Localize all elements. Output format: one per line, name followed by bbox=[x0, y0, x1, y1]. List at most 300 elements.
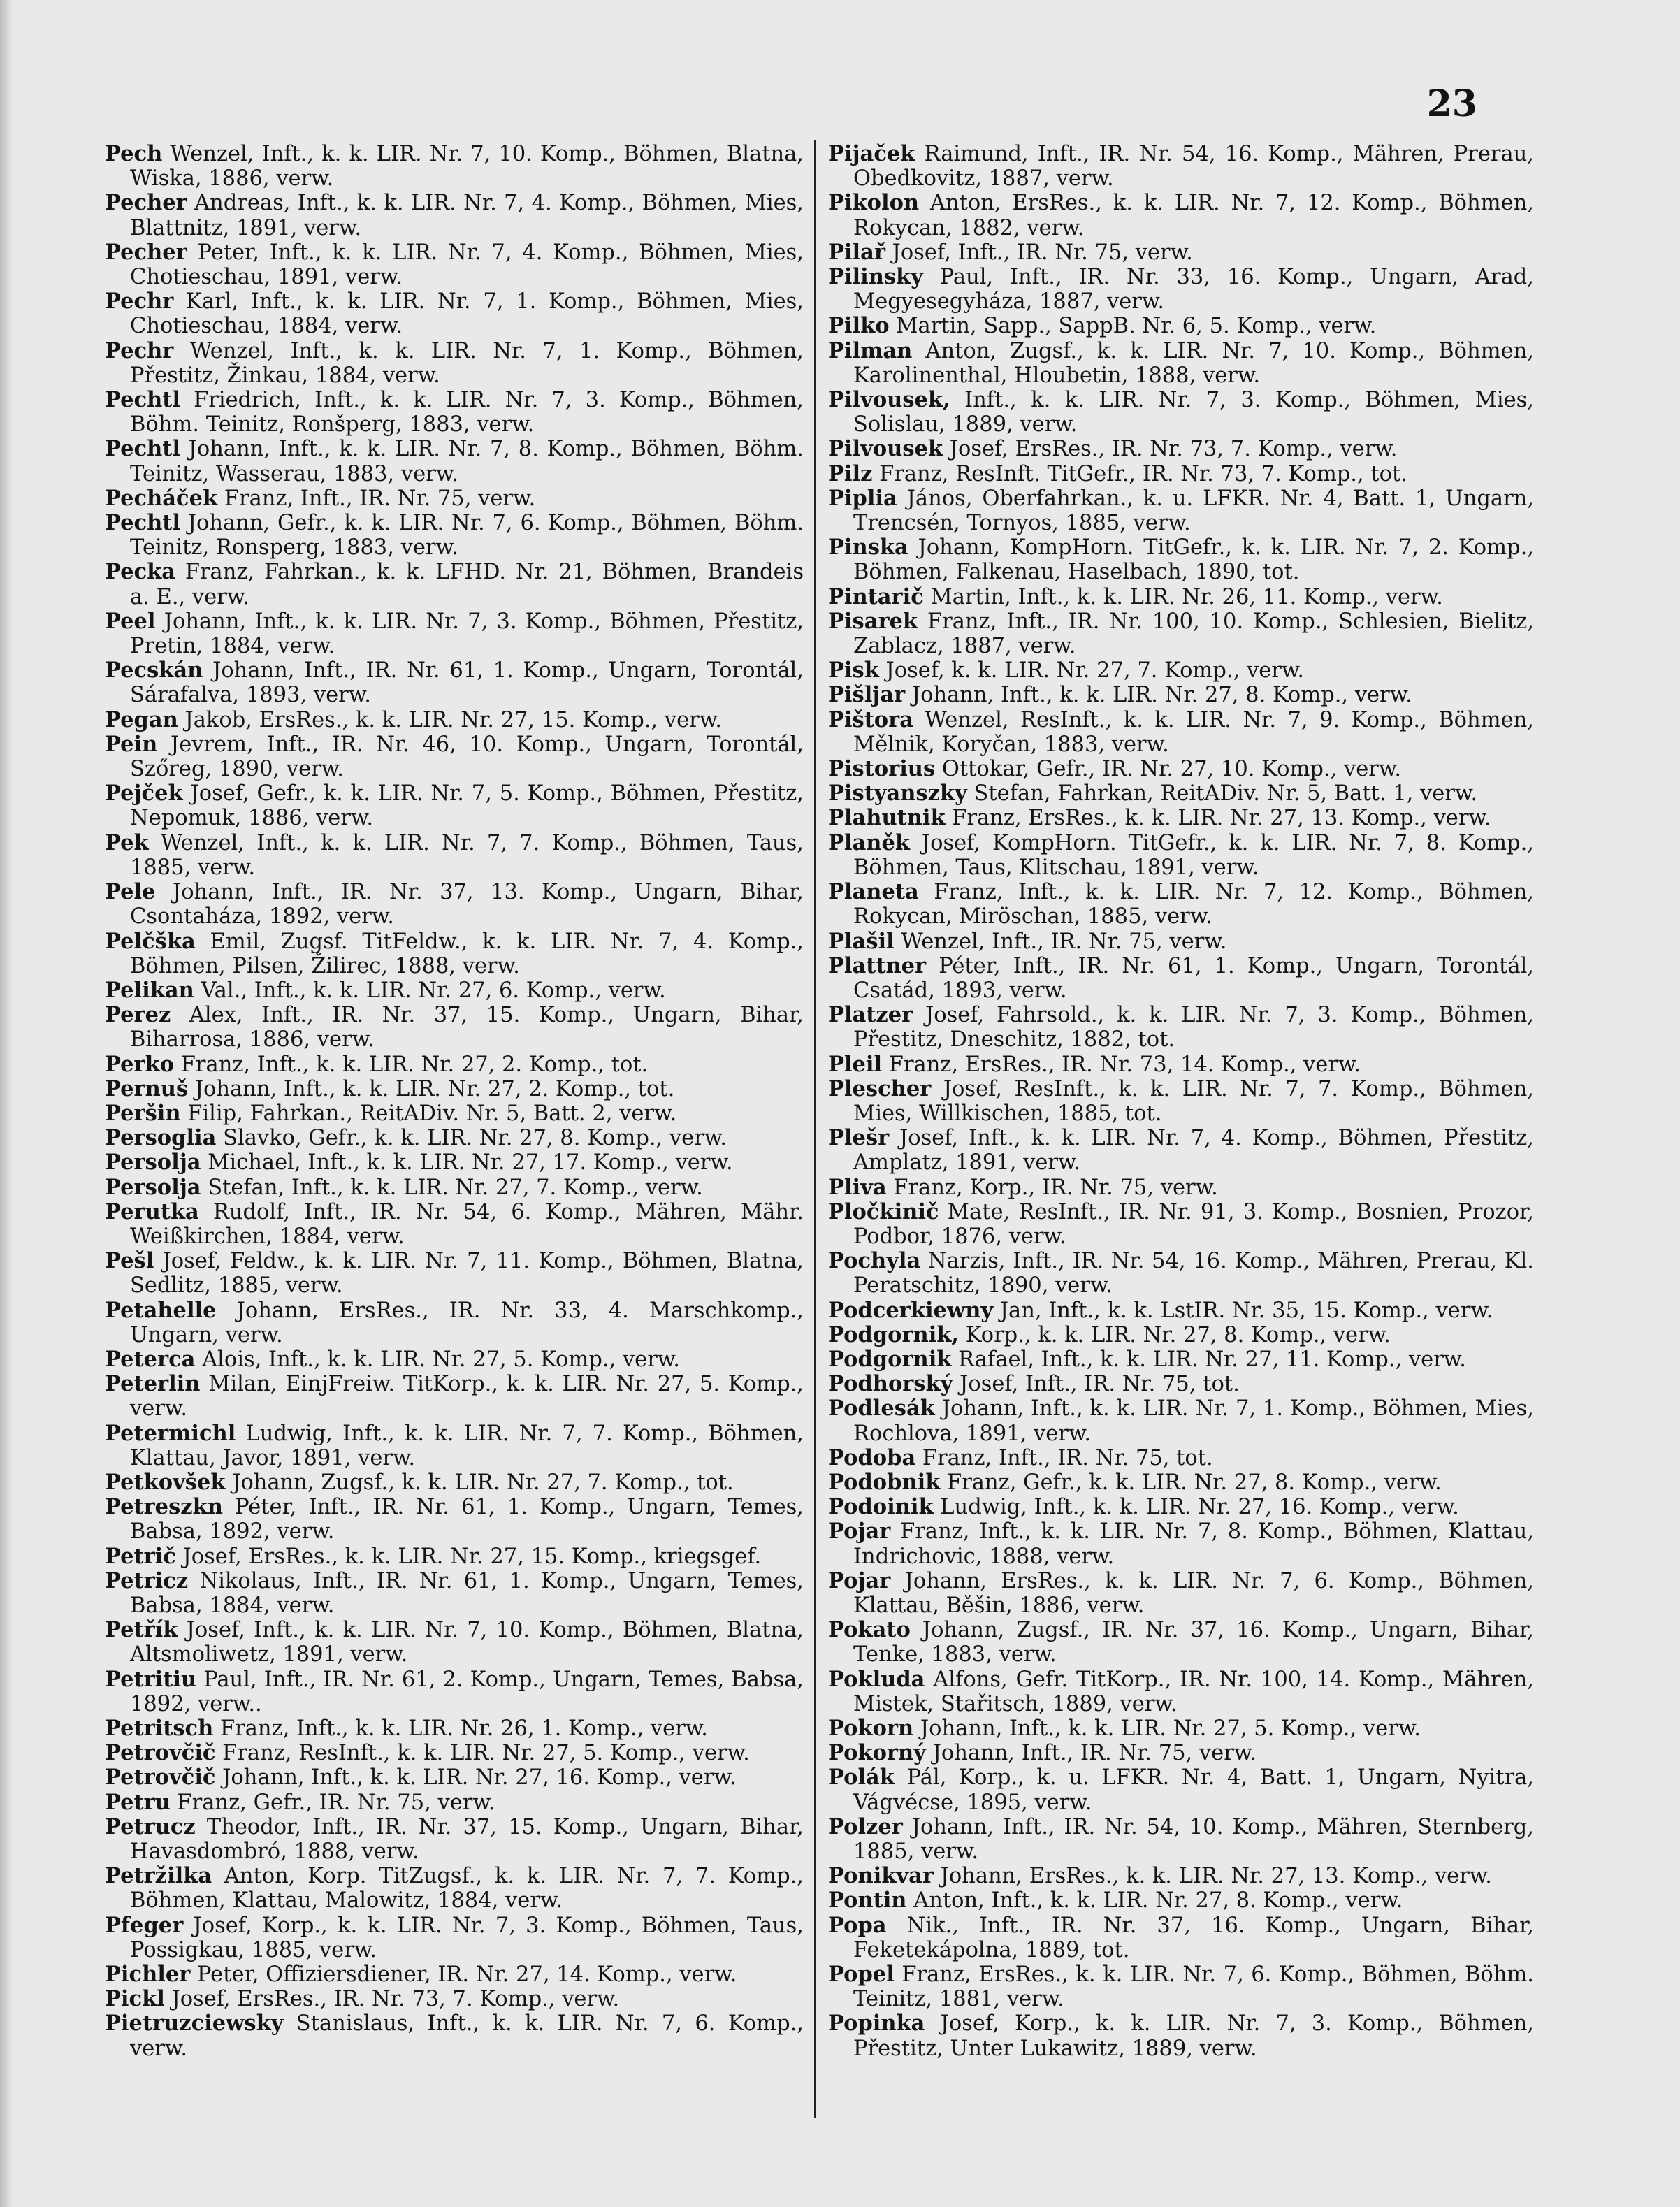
register-entry bbox=[828, 683, 1534, 707]
entry-surname: Plašil bbox=[828, 928, 895, 954]
register-entry bbox=[828, 1126, 1534, 1175]
entry-surname: Pokluda bbox=[828, 1666, 925, 1692]
register-entry bbox=[828, 1249, 1534, 1298]
entry-details: Johann, Zugsf., k. k. LIR. Nr. 27, 7. Komp., tot. bbox=[225, 1470, 734, 1495]
register-entry bbox=[828, 1298, 1534, 1323]
entry-details: Wenzel, Inft., IR. Nr. 75, verw. bbox=[894, 929, 1227, 954]
entry-details: Johann, Gefr., k. k. LIR. Nr. 7, 6. Komp., Böhmen, Böhm. Teinitz, Ronsperg, 1883, verw. bbox=[130, 511, 804, 560]
register-entry bbox=[828, 929, 1534, 954]
entry-surname: Pleil bbox=[828, 1051, 883, 1077]
register-entry bbox=[828, 1519, 1534, 1568]
register-entry bbox=[105, 142, 804, 191]
register-entry bbox=[105, 708, 804, 732]
register-entry bbox=[828, 314, 1534, 338]
entry-details: Martin, Sapp., SappB. Nr. 6, 5. Komp., verw. bbox=[889, 314, 1377, 339]
register-entry bbox=[828, 265, 1534, 314]
entry-surname: Polzer bbox=[828, 1814, 903, 1839]
entry-surname: Pistorius bbox=[828, 756, 936, 782]
entry-surname: Pein bbox=[105, 731, 158, 757]
entry-details: Josef, k. k. LIR. Nr. 27, 7. Komp., verw. bbox=[878, 658, 1305, 683]
entry-details: Josef, Inft., IR. Nr. 75, verw. bbox=[885, 240, 1193, 265]
register-entry bbox=[105, 1421, 804, 1470]
entry-details: Friedrich, Inft., k. k. LIR. Nr. 7, 3. Komp., Böhmen, Böhm. Teinitz, Ronšperg, 1883, verw. bbox=[130, 388, 804, 437]
register-entry bbox=[828, 1667, 1534, 1716]
entry-surname: Pochyla bbox=[828, 1248, 921, 1274]
entry-surname: Podgornik bbox=[828, 1346, 952, 1372]
entry-details: Alfons, Gefr. TitKorp., IR. Nr. 100, 14. Komp., Mähren, Mistek, Stařitsch, 1889, verw. bbox=[853, 1667, 1534, 1716]
entry-surname: Peterlin bbox=[105, 1371, 201, 1397]
entry-surname: Plescher bbox=[828, 1076, 932, 1101]
entry-details: Johann, Inft., IR. Nr. 75, verw. bbox=[925, 1741, 1257, 1766]
register-entry bbox=[828, 708, 1534, 757]
entry-surname: Pejček bbox=[105, 781, 183, 806]
entry-surname: Popa bbox=[828, 1912, 887, 1938]
entry-surname: Pilař bbox=[828, 239, 885, 265]
register-entry bbox=[105, 560, 804, 609]
entry-surname: Petru bbox=[105, 1789, 171, 1815]
entry-surname: Petrovčič bbox=[105, 1765, 216, 1790]
entry-surname: Peterca bbox=[105, 1346, 196, 1372]
entry-details: Josef, Gefr., k. k. LIR. Nr. 7, 5. Komp., Böhmen, Přestitz, Nepomuk, 1886, verw. bbox=[130, 781, 804, 831]
entry-surname: Pickl bbox=[105, 1986, 165, 2012]
entry-details: Johann, KompHorn. TitGefr., k. k. LIR. Nr. 7, 2. Komp., Böhmen, Falkenau, Haselbach, 1890, tot. bbox=[853, 535, 1534, 585]
entry-details: Franz, ResInft. TitGefr., IR. Nr. 73, 7. Komp., tot. bbox=[872, 461, 1407, 486]
register-entry bbox=[828, 880, 1534, 929]
entry-surname: Petermichl bbox=[105, 1420, 236, 1446]
entry-details: Filip, Fahrkan., ReitADiv. Nr. 5, Batt. 2, verw. bbox=[180, 1101, 677, 1126]
register-entry bbox=[105, 1126, 804, 1150]
entry-surname: Podcerkiewny bbox=[828, 1297, 994, 1323]
entry-surname: Pilman bbox=[828, 338, 913, 363]
entry-details: Theodor, Inft., IR. Nr. 37, 15. Komp., Ungarn, Bihar, Havasdombró, 1888, verw. bbox=[130, 1814, 804, 1865]
entry-details: Pál, Korp., k. u. LFKR. Nr. 4, Batt. 1, Ungarn, Nyitra, Vágvécse, 1895, verw. bbox=[853, 1765, 1534, 1815]
entry-details: Jan, Inft., k. k. LstIR. Nr. 35, 15. Komp., verw. bbox=[993, 1298, 1493, 1323]
entry-details: Wenzel, ResInft., k. k. LIR. Nr. 7, 9. Komp., Böhmen, Mělnik, Koryčan, 1883, verw. bbox=[853, 707, 1534, 757]
entry-details: Johann, ErsRes., k. k. LIR. Nr. 7, 6. Komp., Böhmen, Klattau, Běšin, 1886, verw. bbox=[853, 1568, 1534, 1618]
entry-surname: Petrovčič bbox=[105, 1740, 216, 1766]
register-entry bbox=[105, 1077, 804, 1101]
right-column bbox=[828, 142, 1534, 2061]
entry-surname: Pecháček bbox=[105, 485, 218, 511]
entry-details: Ludwig, Inft., k. k. LIR. Nr. 27, 16. Komp., verw. bbox=[933, 1495, 1459, 1520]
register-entry bbox=[105, 2011, 804, 2060]
register-entry bbox=[105, 289, 804, 338]
register-entry bbox=[105, 1150, 804, 1175]
entry-details: Johann, Inft., k. k. LIR. Nr. 7, 3. Komp., Böhmen, Přestitz, Pretin, 1884, verw. bbox=[130, 609, 804, 659]
entry-details: Wenzel, Inft., k. k. LIR. Nr. 7, 1. Komp., Böhmen, Přestitz, Žinkau, 1884, verw. bbox=[130, 338, 804, 388]
register-entry bbox=[105, 191, 804, 240]
entry-details: Franz, Gefr., k. k. LIR. Nr. 27, 8. Komp., verw. bbox=[940, 1470, 1442, 1495]
register-entry bbox=[105, 1765, 804, 1790]
register-entry bbox=[105, 1741, 804, 1765]
register-entry bbox=[828, 1618, 1534, 1667]
entry-details: Péter, Inft., IR. Nr. 61, 1. Komp., Ungarn, Temes, Babsa, 1892, verw. bbox=[130, 1495, 804, 1544]
register-entry bbox=[105, 1372, 804, 1421]
entry-surname: Pilinsky bbox=[828, 264, 923, 290]
entry-surname: Pichler bbox=[105, 1962, 191, 1988]
register-entry bbox=[105, 732, 804, 781]
entry-details: Franz, ErsRes., k. k. LIR. Nr. 27, 13. Komp., verw. bbox=[945, 806, 1491, 831]
entry-surname: Petritsch bbox=[105, 1716, 214, 1741]
register-entry bbox=[828, 1741, 1534, 1765]
entry-details: Franz, ErsRes., k. k. LIR. Nr. 7, 6. Komp., Böhmen, Böhm. Teinitz, 1881, verw. bbox=[853, 1962, 1534, 2012]
register-entry bbox=[105, 658, 804, 707]
entry-details: Franz, ErsRes., IR. Nr. 73, 14. Komp., verw. bbox=[882, 1052, 1361, 1077]
register-entry bbox=[828, 658, 1534, 683]
entry-surname: Pokato bbox=[828, 1617, 911, 1643]
entry-details: Johann, Inft., k. k. LIR. Nr. 27, 8. Komp., verw. bbox=[905, 683, 1412, 708]
register-entry bbox=[105, 437, 804, 486]
register-entry bbox=[828, 831, 1534, 880]
entry-details: Franz, Fahrkan., k. k. LFHD. Nr. 21, Böhmen, Brandeis a. E., verw. bbox=[130, 560, 804, 609]
entry-surname: Plahutnik bbox=[828, 805, 946, 831]
entry-details: Alex, Inft., IR. Nr. 37, 15. Komp., Ungarn, Bihar, Biharrosa, 1886, verw. bbox=[130, 1003, 804, 1052]
entry-surname: Pechtl bbox=[105, 387, 180, 413]
entry-surname: Petritiu bbox=[105, 1666, 197, 1692]
register-entry bbox=[828, 2011, 1534, 2060]
register-entry bbox=[828, 1888, 1534, 1913]
entry-surname: Pontin bbox=[828, 1888, 907, 1913]
entry-details: Anton, ErsRes., k. k. LIR. Nr. 7, 12. Komp., Böhmen, Rokycan, 1882, verw. bbox=[853, 191, 1534, 240]
register-entry bbox=[105, 1815, 804, 1864]
register-entry bbox=[105, 1249, 804, 1298]
entry-surname: Petrucz bbox=[105, 1814, 196, 1839]
entry-surname: Peel bbox=[105, 608, 156, 634]
entry-details: Josef, Korp., k. k. LIR. Nr. 7, 3. Komp., Böhmen, Přestitz, Unter Lukawitz, 1889, verw. bbox=[853, 2011, 1534, 2061]
entry-surname: Plešr bbox=[828, 1125, 890, 1151]
entry-details: Johann, ErsRes., IR. Nr. 33, 4. Marschkomp., Ungarn, verw. bbox=[130, 1298, 804, 1347]
register-entry bbox=[105, 1298, 804, 1347]
entry-surname: Podlesák bbox=[828, 1396, 935, 1421]
entry-surname: Piplia bbox=[828, 485, 897, 511]
entry-surname: Pech bbox=[105, 141, 163, 166]
entry-surname: Persolja bbox=[105, 1174, 201, 1200]
register-entry bbox=[828, 1470, 1534, 1495]
register-entry bbox=[105, 1790, 804, 1815]
entry-surname: Peršin bbox=[105, 1100, 181, 1126]
register-entry bbox=[828, 1200, 1534, 1249]
register-entry bbox=[828, 954, 1534, 1003]
entry-details: Slavko, Gefr., k. k. LIR. Nr. 27, 8. Komp., verw. bbox=[216, 1126, 727, 1151]
register-entry bbox=[105, 486, 804, 511]
entry-surname: Polák bbox=[828, 1765, 895, 1790]
register-entry bbox=[105, 339, 804, 388]
entry-surname: Platzer bbox=[828, 1002, 913, 1028]
entry-surname: Perutka bbox=[105, 1199, 199, 1224]
entry-details: Josef, Inft., k. k. LIR. Nr. 7, 4. Komp., Böhmen, Přestitz, Amplatz, 1891, verw. bbox=[853, 1126, 1534, 1175]
entry-details: Franz, Inft., IR. Nr. 75, verw. bbox=[217, 486, 536, 511]
register-entry bbox=[828, 388, 1534, 437]
entry-details: Franz, Inft., k. k. LIR. Nr. 7, 12. Komp., Böhmen, Rokycan, Miröschan, 1885, verw. bbox=[853, 880, 1534, 929]
entry-surname: Pločkinič bbox=[828, 1199, 939, 1224]
register-entry bbox=[828, 1347, 1534, 1372]
entry-surname: Pišljar bbox=[828, 682, 906, 708]
entry-details: Franz, Inft., IR. Nr. 75, tot. bbox=[915, 1445, 1213, 1470]
entry-details: Paul, Inft., IR. Nr. 61, 2. Komp., Ungarn, Temes, Babsa, 1892, verw.. bbox=[130, 1667, 804, 1716]
register-entry bbox=[828, 1372, 1534, 1396]
register-entry bbox=[105, 1101, 804, 1126]
entry-surname: Pijaček bbox=[828, 141, 915, 166]
entry-details: Anton, Inft., k. k. LIR. Nr. 27, 8. Komp., verw. bbox=[906, 1888, 1403, 1913]
register-entry bbox=[828, 1913, 1534, 1962]
entry-surname: Perko bbox=[105, 1051, 175, 1077]
register-entry bbox=[105, 511, 804, 560]
register-entry bbox=[105, 1864, 804, 1913]
entry-surname: Podobnik bbox=[828, 1469, 941, 1495]
register-entry bbox=[105, 978, 804, 1003]
entry-details: Nikolaus, Inft., IR. Nr. 61, 1. Komp., Ungarn, Temes, Babsa, 1884, verw. bbox=[130, 1568, 804, 1618]
entry-details: Peter, Inft., k. k. LIR. Nr. 7, 4. Komp., Böhmen, Mies, Chotieschau, 1891, verw. bbox=[130, 240, 804, 290]
register-entry bbox=[828, 1815, 1534, 1864]
entry-details: Josef, Inft., IR. Nr. 75, tot. bbox=[953, 1372, 1240, 1397]
register-entry bbox=[828, 142, 1534, 191]
entry-surname: Podoba bbox=[828, 1445, 916, 1470]
register-entry bbox=[828, 609, 1534, 658]
entry-surname: Pek bbox=[105, 830, 149, 855]
entry-surname: Pietruzciewsky bbox=[105, 2011, 284, 2036]
entry-surname: Pilko bbox=[828, 313, 890, 339]
entry-surname: Pisarek bbox=[828, 608, 918, 634]
entry-surname: Pilz bbox=[828, 461, 873, 486]
entry-details: Franz, Inft., IR. Nr. 100, 10. Komp., Schlesien, Bielitz, Zablacz, 1887, verw. bbox=[853, 609, 1534, 659]
entry-surname: Perez bbox=[105, 1002, 171, 1028]
register-entry bbox=[105, 1200, 804, 1249]
register-entry bbox=[105, 781, 804, 830]
entry-details: Josef, Inft., k. k. LIR. Nr. 7, 10. Komp., Böhmen, Blatna, Altsmoliwetz, 1891, verw. bbox=[130, 1618, 804, 1667]
register-entry bbox=[105, 1470, 804, 1495]
entry-details: Karl, Inft., k. k. LIR. Nr. 7, 1. Komp., Böhmen, Mies, Chotieschau, 1884, verw. bbox=[130, 289, 804, 339]
entry-details: Josef, Feldw., k. k. LIR. Nr. 7, 11. Komp., Böhmen, Blatna, Sedlitz, 1885, verw. bbox=[130, 1249, 804, 1298]
entry-details: Andreas, Inft., k. k. LIR. Nr. 7, 4. Komp., Böhmen, Mies, Blattnitz, 1891, verw. bbox=[130, 191, 804, 240]
entry-surname: Pilvousek bbox=[828, 436, 943, 462]
register-entry bbox=[828, 1765, 1534, 1814]
entry-details: Anton, Zugsf., k. k. LIR. Nr. 7, 10. Komp., Böhmen, Karolinenthal, Hloubetin, 1888, verw. bbox=[853, 338, 1534, 388]
entry-details: Wenzel, Inft., k. k. LIR. Nr. 7, 7. Komp., Böhmen, Taus, 1885, verw. bbox=[130, 830, 804, 880]
entry-surname: Pisk bbox=[828, 658, 879, 683]
register-entry bbox=[105, 1667, 804, 1716]
entry-details: Stefan, Inft., k. k. LIR. Nr. 27, 7. Komp., verw. bbox=[201, 1175, 703, 1200]
entry-surname: Pele bbox=[105, 879, 156, 905]
entry-details: Anton, Korp. TitZugsf., k. k. LIR. Nr. 7, 7. Komp., Böhmen, Klattau, Malowitz, 1884, verw. bbox=[130, 1864, 804, 1913]
entry-surname: Pechtl bbox=[105, 436, 180, 462]
register-entry bbox=[828, 1175, 1534, 1200]
entry-details: Ottokar, Gefr., IR. Nr. 27, 10. Komp., verw. bbox=[935, 757, 1402, 782]
entry-surname: Pechr bbox=[105, 289, 174, 314]
entry-surname: Pinska bbox=[828, 535, 908, 560]
entry-surname: Pojar bbox=[828, 1568, 891, 1593]
entry-surname: Pištora bbox=[828, 707, 913, 732]
register-entry bbox=[105, 1052, 804, 1077]
entry-surname: Petricz bbox=[105, 1568, 189, 1593]
register-entry bbox=[105, 1716, 804, 1741]
entry-surname: Pecher bbox=[105, 239, 187, 265]
entry-surname: Podhorský bbox=[828, 1371, 953, 1397]
entry-details: Milan, EinjFreiw. TitKorp., k. k. LIR. Nr. 27, 5. Komp., verw. bbox=[130, 1372, 804, 1421]
entry-details: Josef, KompHorn. TitGefr., k. k. LIR. Nr. 7, 8. Komp., Böhmen, Taus, Klitschau, 1891, verw. bbox=[853, 830, 1534, 880]
register-entry bbox=[828, 191, 1534, 240]
register-entry bbox=[828, 1396, 1534, 1445]
entry-details: Josef, ResInft., k. k. LIR. Nr. 7, 7. Komp., Böhmen, Mies, Willkischen, 1885, tot. bbox=[853, 1076, 1534, 1126]
entry-details: Johann, ErsRes., k. k. LIR. Nr. 27, 13. Komp., verw. bbox=[933, 1864, 1492, 1889]
entry-surname: Pegan bbox=[105, 707, 178, 732]
register-entry bbox=[105, 609, 804, 658]
entry-surname: Popel bbox=[828, 1962, 895, 1988]
register-entry bbox=[828, 1864, 1534, 1888]
register-entry bbox=[105, 388, 804, 437]
entry-details: Franz, ResInft., k. k. LIR. Nr. 27, 5. Komp., verw. bbox=[215, 1741, 750, 1766]
entry-surname: Pokorný bbox=[828, 1740, 926, 1766]
column-divider bbox=[814, 140, 816, 2118]
entry-details: Johann, Inft., IR. Nr. 54, 10. Komp., Mähren, Sternberg, 1885, verw. bbox=[853, 1814, 1534, 1865]
register-entry bbox=[828, 1495, 1534, 1519]
entry-surname: Pechtl bbox=[105, 510, 180, 536]
register-entry bbox=[105, 1987, 804, 2011]
register-entry bbox=[105, 1495, 804, 1544]
entry-surname: Pecka bbox=[105, 559, 175, 585]
entry-surname: Pelčška bbox=[105, 928, 196, 954]
entry-details: Raimund, Inft., IR. Nr. 54, 16. Komp., Mähren, Prerau, Obedkovitz, 1887, verw. bbox=[853, 142, 1534, 191]
entry-surname: Petřík bbox=[105, 1617, 178, 1643]
entry-details: Inft., k. k. LIR. Nr. 7, 3. Komp., Böhmen, Mies, Solislau, 1889, verw. bbox=[853, 388, 1534, 437]
entry-details: Martin, Inft., k. k. LIR. Nr. 26, 11. Komp., verw. bbox=[923, 584, 1443, 609]
register-entry bbox=[105, 1569, 804, 1618]
entry-details: Johann, Inft., IR. Nr. 61, 1. Komp., Ungarn, Torontál, Sárafalva, 1893, verw. bbox=[130, 658, 804, 708]
register-entry bbox=[105, 1913, 804, 1962]
register-entry bbox=[828, 1003, 1534, 1052]
entry-details: Johann, Zugsf., IR. Nr. 37, 16. Komp., Ungarn, Bihar, Tenke, 1883, verw. bbox=[853, 1618, 1534, 1667]
entry-details: Franz, Inft., k. k. LIR. Nr. 7, 8. Komp., Böhmen, Klattau, Indrichovic, 1888, verw. bbox=[853, 1519, 1534, 1569]
register-entry bbox=[828, 1077, 1534, 1126]
register-entry bbox=[828, 806, 1534, 830]
register-entry bbox=[828, 240, 1534, 265]
entry-details: Korp., k. k. LIR. Nr. 27, 8. Komp., verw. bbox=[959, 1322, 1391, 1347]
entry-surname: Pechr bbox=[105, 338, 174, 363]
entry-surname: Pelikan bbox=[105, 977, 194, 1003]
entry-surname: Pernuš bbox=[105, 1076, 189, 1101]
entry-surname: Pfeger bbox=[105, 1912, 184, 1938]
register-entry bbox=[105, 929, 804, 978]
entry-surname: Petrič bbox=[105, 1543, 176, 1569]
entry-details: Franz, Inft., k. k. LIR. Nr. 27, 2. Komp., tot. bbox=[174, 1052, 649, 1077]
entry-details: Franz, Inft., k. k. LIR. Nr. 26, 1. Komp., verw. bbox=[213, 1716, 708, 1741]
register-entry bbox=[828, 585, 1534, 609]
entry-details: Johann, Inft., k. k. LIR. Nr. 27, 16. Komp., verw. bbox=[215, 1765, 737, 1790]
register-entry bbox=[105, 1175, 804, 1200]
entry-details: Stanislaus, Inft., k. k. LIR. Nr. 7, 6. Komp., verw. bbox=[130, 2011, 804, 2061]
register-entry bbox=[105, 831, 804, 880]
entry-details: Franz, Korp., IR. Nr. 75, verw. bbox=[886, 1175, 1218, 1200]
entry-details: Peter, Offiziersdiener, IR. Nr. 27, 14. Komp., verw. bbox=[190, 1962, 737, 1988]
entry-surname: Pojar bbox=[828, 1519, 891, 1544]
entry-surname: Petahelle bbox=[105, 1297, 217, 1323]
entry-surname: Pintarič bbox=[828, 584, 924, 609]
entry-surname: Petkovšek bbox=[105, 1469, 226, 1495]
entry-surname: Pecskán bbox=[105, 658, 203, 683]
entry-surname: Pešl bbox=[105, 1248, 154, 1274]
entry-surname: Persolja bbox=[105, 1150, 201, 1175]
entry-details: Johann, Inft., IR. Nr. 37, 13. Komp., Ungarn, Bihar, Csontaháza, 1892, verw. bbox=[130, 880, 804, 929]
register-entry bbox=[828, 1446, 1534, 1470]
scan-edge bbox=[0, 0, 13, 2207]
register-entry bbox=[105, 240, 804, 289]
register-entry bbox=[828, 462, 1534, 486]
entry-surname: Pistyanszky bbox=[828, 781, 967, 806]
entry-details: Josef, ErsRes., k. k. LIR. Nr. 27, 15. Komp., kriegsgef. bbox=[175, 1544, 762, 1569]
entry-details: Johann, Inft., k. k. LIR. Nr. 27, 2. Komp., tot. bbox=[188, 1076, 675, 1101]
entry-surname: Pokorn bbox=[828, 1716, 914, 1741]
entry-surname: Planeta bbox=[828, 879, 919, 905]
entry-details: Rafael, Inft., k. k. LIR. Nr. 27, 11. Komp., verw. bbox=[951, 1347, 1466, 1372]
entry-details: Mate, ResInft., IR. Nr. 91, 3. Komp., Bosnien, Prozor, Podbor, 1876, verw. bbox=[853, 1199, 1534, 1249]
left-column bbox=[105, 142, 804, 2061]
entry-details: Josef, Korp., k. k. LIR. Nr. 7, 3. Komp., Böhmen, Taus, Possigkau, 1885, verw. bbox=[130, 1913, 804, 1962]
register-entry bbox=[828, 1323, 1534, 1347]
entry-surname: Planěk bbox=[828, 830, 910, 855]
register-entry bbox=[105, 1618, 804, 1667]
entry-surname: Pliva bbox=[828, 1174, 887, 1200]
entry-details: Stefan, Fahrkan, ReitADiv. Nr. 5, Batt. 1, verw. bbox=[966, 781, 1478, 806]
entry-details: Josef, Fahrsold., k. k. LIR. Nr. 7, 3. Komp., Böhmen, Přestitz, Dneschitz, 1882, tot. bbox=[853, 1003, 1534, 1052]
entry-surname: Pilvousek, bbox=[828, 387, 950, 413]
register-entry bbox=[828, 535, 1534, 584]
register-entry bbox=[828, 1962, 1534, 2011]
entry-details: Michael, Inft., k. k. LIR. Nr. 27, 17. Komp., verw. bbox=[201, 1150, 733, 1175]
entry-details: János, Oberfahrkan., k. u. LFKR. Nr. 4, Batt. 1, Ungarn, Trencsén, Tornyos, 1885, verw. bbox=[853, 486, 1534, 536]
entry-surname: Pikolon bbox=[828, 190, 920, 216]
entry-details: Péter, Inft., IR. Nr. 61, 1. Komp., Ungarn, Torontál, Csatád, 1893, verw. bbox=[853, 953, 1534, 1003]
entry-surname: Persoglia bbox=[105, 1125, 217, 1151]
entry-details: Wenzel, Inft., k. k. LIR. Nr. 7, 10. Komp., Böhmen, Blatna, Wiska, 1886, verw. bbox=[130, 142, 804, 191]
entry-details: Paul, Inft., IR. Nr. 33, 16. Komp., Ungarn, Arad, Megyesegyháza, 1887, verw. bbox=[853, 265, 1534, 314]
entry-details: Josef, ErsRes., IR. Nr. 73, 7. Komp., verw. bbox=[164, 1987, 620, 2012]
page-number: 23 bbox=[1426, 82, 1477, 125]
register-entry bbox=[828, 339, 1534, 388]
entry-surname: Popinka bbox=[828, 2011, 925, 2036]
register-entry bbox=[828, 437, 1534, 461]
register-entry bbox=[105, 1544, 804, 1569]
register-entry bbox=[105, 1347, 804, 1372]
entry-surname: Plattner bbox=[828, 953, 927, 978]
register-entry bbox=[828, 1052, 1534, 1077]
register-entry bbox=[828, 486, 1534, 535]
register-entry bbox=[828, 1716, 1534, 1741]
entry-details: Alois, Inft., k. k. LIR. Nr. 27, 5. Komp., verw. bbox=[195, 1347, 680, 1372]
entry-details: Emil, Zugsf. TitFeldw., k. k. LIR. Nr. 7, 4. Komp., Böhmen, Pilsen, Žilirec, 1888, verw. bbox=[130, 929, 804, 978]
entry-details: Nik., Inft., IR. Nr. 37, 16. Komp., Ungarn, Bihar, Feketekápolna, 1889, tot. bbox=[853, 1913, 1534, 1962]
entry-details: Franz, Gefr., IR. Nr. 75, verw. bbox=[170, 1790, 495, 1815]
register-entry bbox=[828, 1569, 1534, 1618]
entry-surname: Pecher bbox=[105, 190, 187, 216]
register-entry bbox=[105, 880, 804, 929]
register-entry bbox=[105, 1962, 804, 1987]
entry-details: Johann, Inft., k. k. LIR. Nr. 7, 1. Komp., Böhmen, Mies, Rochlova, 1891, verw. bbox=[853, 1396, 1534, 1446]
entry-surname: Petreszkn bbox=[105, 1494, 223, 1520]
entry-details: Jevrem, Inft., IR. Nr. 46, 10. Komp., Ungarn, Torontál, Szőreg, 1890, verw. bbox=[130, 732, 804, 782]
entry-details: Val., Inft., k. k. LIR. Nr. 27, 6. Komp., verw. bbox=[194, 978, 666, 1003]
entry-details: Johann, Inft., k. k. LIR. Nr. 27, 5. Komp., verw. bbox=[913, 1716, 1421, 1741]
entry-details: Rudolf, Inft., IR. Nr. 54, 6. Komp., Mähren, Mähr. Weißkirchen, 1884, verw. bbox=[130, 1199, 804, 1249]
entry-surname: Petržilka bbox=[105, 1863, 212, 1889]
register-entry bbox=[828, 781, 1534, 806]
entry-surname: Podoinik bbox=[828, 1494, 934, 1520]
entry-surname: Ponikvar bbox=[828, 1863, 934, 1889]
entry-details: Jakob, ErsRes., k. k. LIR. Nr. 27, 15. Komp., verw. bbox=[178, 707, 722, 732]
register-entry bbox=[828, 757, 1534, 781]
entry-surname: Podgornik, bbox=[828, 1322, 960, 1347]
entry-details: Josef, ErsRes., IR. Nr. 73, 7. Komp., verw. bbox=[943, 437, 1398, 462]
entry-details: Ludwig, Inft., k. k. LIR. Nr. 7, 7. Komp., Böhmen, Klattau, Javor, 1891, verw. bbox=[130, 1421, 804, 1470]
entry-details: Narzis, Inft., IR. Nr. 54, 16. Komp., Mähren, Prerau, Kl. Peratschitz, 1890, verw. bbox=[853, 1249, 1534, 1298]
